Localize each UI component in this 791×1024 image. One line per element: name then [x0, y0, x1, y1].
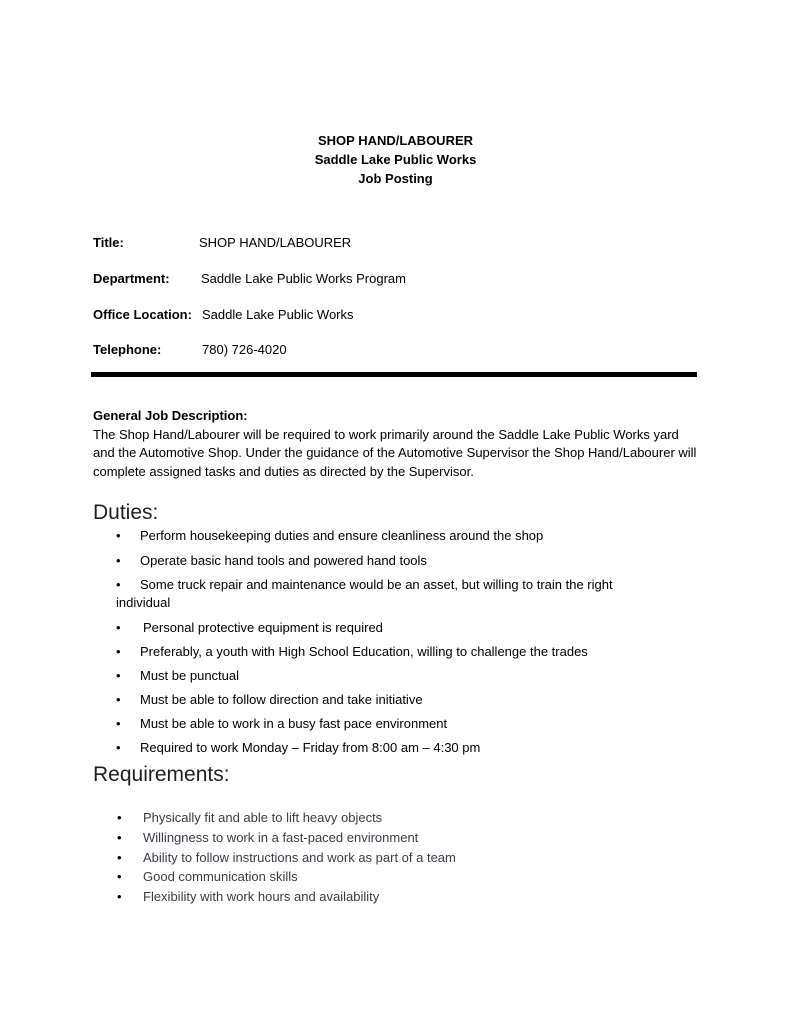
general-description-text: The Shop Hand/Labourer will be required to work primarily around the Saddle Lake Public Works yard and the Automotive Shop. Under the guidance of the Automotive Supervisor the Shop Hand/Labourer will complete assigned tasks and duties as directed by the Supervisor.: [93, 426, 697, 479]
header-organization: Saddle Lake Public Works: [314, 152, 477, 167]
field-department-label: Department:: [93, 271, 170, 286]
requirement-item: • Physically fit and able to lift heavy objects: [117, 808, 456, 828]
bullet-icon: •: [116, 553, 121, 568]
duty-item-continuation: individual: [116, 595, 171, 610]
requirements-list: [117, 808, 456, 907]
bullet-icon: •: [116, 644, 121, 659]
bullet-icon: •: [116, 740, 121, 755]
duty-item: • Some truck repair and maintenance would be an asset, but willing to train the right: [116, 577, 613, 592]
duty-item: • Required to work Monday – Friday from 8:00 am – 4:30 pm: [116, 740, 481, 755]
duties-heading: Duties:: [93, 501, 159, 524]
header-job-title: SHOP HAND/LABOURER: [317, 133, 474, 148]
requirement-item: • Flexibility with work hours and availability: [117, 887, 456, 907]
field-office-location-value: Saddle Lake Public Works: [202, 307, 354, 322]
bullet-icon: •: [116, 716, 121, 731]
requirement-item: • Willingness to work in a fast-paced environment: [117, 828, 456, 848]
field-office-location-label: Office Location:: [93, 307, 192, 322]
bullet-icon: •: [117, 869, 122, 885]
document-header: [0, 131, 791, 188]
duty-item: • Must be able to follow direction and take initiative: [116, 692, 423, 707]
bullet-icon: •: [117, 889, 122, 905]
duty-item: • Operate basic hand tools and powered hand tools: [116, 553, 427, 568]
bullet-icon: •: [116, 577, 121, 592]
bullet-icon: •: [117, 810, 122, 825]
field-title-label: Title:: [93, 235, 124, 250]
bullet-icon: •: [116, 528, 121, 543]
bullet-icon: •: [116, 668, 121, 683]
requirements-heading: Requirements:: [93, 763, 230, 786]
header-posting-type: Job Posting: [358, 171, 433, 186]
section-divider: [91, 372, 697, 377]
general-description-heading: General Job Description:: [93, 408, 248, 423]
field-telephone-label: Telephone:: [93, 342, 162, 357]
field-department-value: Saddle Lake Public Works Program: [201, 271, 406, 286]
general-description: [93, 407, 703, 481]
duty-item: • Perform housekeeping duties and ensure cleanliness around the shop: [116, 528, 544, 543]
field-title-value: SHOP HAND/LABOURER: [199, 235, 352, 250]
duty-item: • Must be able to work in a busy fast pace environment: [116, 716, 448, 731]
duty-item: • Personal protective equipment is required: [116, 620, 383, 635]
bullet-icon: •: [116, 620, 121, 635]
duty-item: • Must be punctual: [116, 668, 240, 683]
bullet-icon: •: [117, 849, 122, 865]
field-telephone-value: 780) 726-4020: [202, 342, 287, 357]
requirement-item: • Ability to follow instructions and work as part of a team: [117, 848, 456, 868]
bullet-icon: •: [117, 829, 122, 845]
duty-item: • Preferably, a youth with High School Education, willing to challenge the trades: [116, 644, 588, 659]
requirement-item: • Good communication skills: [117, 867, 456, 887]
bullet-icon: •: [116, 692, 121, 707]
